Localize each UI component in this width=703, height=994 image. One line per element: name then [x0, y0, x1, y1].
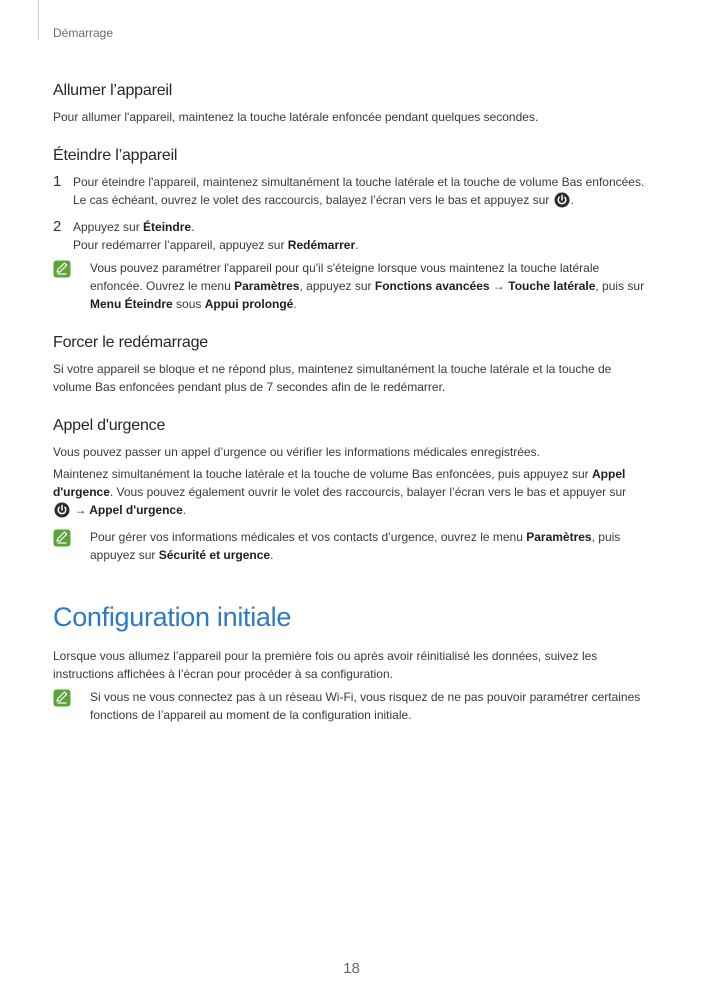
step-text-pre: Appuyez sur: [73, 220, 144, 234]
note-medical-info: [53, 528, 653, 564]
body-text-mid: . Vous pouvez également ouvrir le volet des raccourcis, balayer l’écran vers le bas et appuyer sur: [109, 485, 627, 499]
note-wifi: [53, 688, 653, 724]
note-text-2: , appuyez sur: [299, 279, 375, 293]
step-number: 2: [53, 218, 62, 235]
step-text-end: .: [570, 193, 574, 207]
note-icon: [53, 688, 90, 724]
section-power-on: [53, 82, 653, 126]
page-number: 18: [343, 960, 360, 977]
menu-securite-urgence: Sécurité et urgence: [158, 548, 271, 562]
menu-item-redemarrer: Redémarrer: [287, 238, 356, 252]
note-arrow: →: [489, 279, 509, 293]
note-text: Si vous ne vous connectez pas à un réseau Wi-Fi, vous risquez de ne pas pouvoir paramétrer certaines fonctions de l’appareil au moment de la configuration initiale.: [90, 690, 641, 722]
section-body: Lorsque vous allumez l’appareil pour la première fois ou après avoir réinitialisé les données, suivez les instructions affichées à l’écran pour procéder à sa configuration.: [53, 649, 598, 681]
note-side-key: [53, 259, 653, 313]
step-text-main: Pour éteindre l'appareil, maintenez simultanément la touche latérale et la touche de volume Bas enfoncées. Le cas échéant, ouvrez le volet des raccourcis, balayez l’écran vers le bas et appuyez sur: [73, 175, 645, 207]
step-text-line2: Pour redémarrer l’appareil, appuyez sur: [73, 238, 288, 252]
section-title: Allumer l’appareil: [53, 82, 173, 99]
note-text-1: Vous pouvez paramétrer l'appareil pour qu'il s'éteigne lorsque vous maintenez la touche latérale enfoncée. Ouvrez le menu: [90, 261, 600, 293]
note-icon: [53, 259, 90, 313]
note-text: [90, 528, 653, 564]
header-divider: [38, 0, 39, 40]
note-text-5: sous: [172, 297, 205, 311]
note-text-4: , puis sur: [595, 279, 645, 293]
section-initial-setup: [53, 602, 653, 724]
step-2: [53, 218, 653, 254]
section-title: Appel d'urgence: [53, 417, 166, 434]
note-text: [90, 259, 653, 313]
power-icon: [54, 502, 70, 523]
section-body: Pour allumer l'appareil, maintenez la touche latérale enfoncée pendant quelques secondes.: [53, 110, 539, 124]
menu-appel-urgence-2: Appel d'urgence: [89, 503, 183, 517]
chapter-title: Configuration initiale: [53, 602, 292, 632]
note-text-6: .: [293, 297, 297, 311]
section-power-off: [53, 147, 653, 313]
menu-parametres: Paramètres: [234, 279, 300, 293]
note-text-2: , puis appuyez sur: [90, 530, 621, 562]
body-text-pre: Maintenez simultanément la touche latérale et la touche de volume Bas enfoncées, puis appuyez sur: [53, 467, 592, 481]
section-emergency-call: [53, 417, 653, 564]
menu-touche-laterale: Touche latérale: [508, 279, 596, 293]
menu-appel-urgence: Appel d'urgence: [53, 467, 626, 499]
step-text: [73, 218, 359, 254]
step-text-line2-end: .: [355, 238, 359, 252]
section-title: Forcer le redémarrage: [53, 334, 208, 351]
step-text-post: .: [191, 220, 195, 234]
power-icon: [554, 192, 570, 213]
body-text-end: .: [182, 503, 187, 517]
section-body: Si votre appareil se bloque et ne répond plus, maintenez simultanément la touche latérale et la touche de volume Bas enfoncées pendant plus de 7 secondes afin de le redémarrer.: [53, 362, 612, 394]
arrow: →: [71, 503, 90, 517]
menu-appui-prolonge: Appui prolongé: [204, 297, 294, 311]
note-text-3: .: [270, 548, 274, 562]
running-header: Démarrage: [53, 26, 114, 40]
step-text: [73, 173, 653, 213]
menu-eteindre: Menu Éteindre: [90, 297, 173, 311]
page-content: [53, 82, 653, 745]
step-number: 1: [53, 173, 62, 190]
step-1: [53, 173, 653, 213]
menu-parametres: Paramètres: [526, 530, 592, 544]
note-icon: [53, 528, 90, 564]
section-force-restart: [53, 334, 653, 396]
note-text-1: Pour gérer vos informations médicales et vos contacts d’urgence, ouvrez le menu: [90, 530, 527, 544]
section-title: Éteindre l’appareil: [53, 147, 178, 164]
menu-fonctions-avancees: Fonctions avancées: [374, 279, 490, 293]
menu-item-eteindre: Éteindre: [143, 220, 192, 234]
section-body-2: [53, 465, 653, 523]
section-body-1: Vous pouvez passer un appel d’urgence ou vérifier les informations médicales enregistrées.: [53, 445, 540, 459]
